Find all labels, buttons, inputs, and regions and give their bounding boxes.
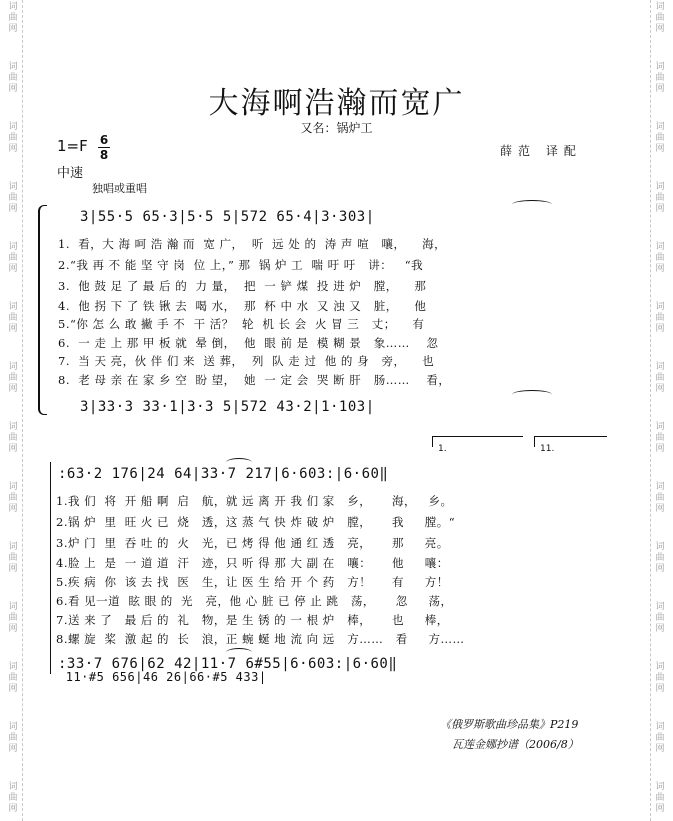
- lyric-line: 4.脸 上 是 一 道 道 汗 迹，只 听 得 那 大 副 在 嚷： 他 嚷：: [56, 556, 449, 570]
- transcriber-credit: 瓦莲金娜抄谱（2006/8）: [452, 738, 579, 751]
- lyric-line: 3. 他 鼓 足 了 最 后 的 力 量， 把 一 铲 煤 投 进 炉 膛， 那: [58, 279, 427, 293]
- watermark-text: 词 曲 网: [8, 302, 18, 334]
- lyric-line: 6.看 见一道 眩 眼 的 光 亮，他 心 脏 已 停 止 跳 荡， 忽 荡，: [56, 594, 453, 608]
- watermark-text: 词 曲 网: [655, 362, 665, 394]
- watermark-text: 词 曲 网: [655, 602, 665, 634]
- watermark-text: 词 曲 网: [8, 2, 18, 34]
- watermark-text: 词 曲 网: [655, 782, 665, 814]
- volta-first-number: 1.: [438, 444, 447, 454]
- key-signature: 1=F: [57, 137, 88, 155]
- tie-mark: [512, 390, 552, 399]
- lyric-line: 8. 老 母 亲 在 家 乡 空 盼 望， 她 一 定 会 哭 断 肝 肠…… 看，: [58, 373, 451, 387]
- melody-line: :63·2 176|24 64|33·7 217|6·603:|6·60‖: [58, 466, 389, 482]
- watermark-text: 词 曲 网: [655, 62, 665, 94]
- watermark-text: 词 曲 网: [655, 2, 665, 34]
- watermark-text: 词 曲 网: [8, 122, 18, 154]
- time-signature: [98, 134, 110, 161]
- tie-mark: [226, 648, 252, 657]
- system-bracket: [50, 462, 55, 674]
- watermark-text: 词 曲 网: [8, 482, 18, 514]
- lyric-line: 3.炉 门 里 吞 吐 的 火 光，已 烤 得 他 通 红 透 亮， 那 亮。: [56, 536, 449, 550]
- performance-note: 独唱或重唱: [92, 182, 147, 195]
- watermark-text: 词 曲 网: [655, 482, 665, 514]
- meter-top: 6: [99, 133, 109, 147]
- watermark-text: 词 曲 网: [655, 662, 665, 694]
- lyric-line: 4. 他 拐 下 了 铁 锹 去 喝 水， 那 杯 中 水 又 浊 又 脏， 他: [58, 299, 427, 313]
- lyric-line: 7.送 来 了 最 后 的 礼 物，是 生 锈 的 一 根 炉 棒， 也 棒，: [56, 613, 449, 627]
- watermark-text: 词 曲 网: [655, 302, 665, 334]
- lyric-line: 1.我 们 将 开 船 啊 启 航，就 远 离 开 我 们 家 乡， 海， 乡。: [56, 494, 453, 508]
- song-alias: 又名：锅炉工: [300, 121, 373, 135]
- watermark-text: 词 曲 网: [8, 602, 18, 634]
- watermark-text: 词 曲 网: [655, 182, 665, 214]
- meter-bottom: 8: [99, 148, 109, 162]
- watermark-text: 词 曲 网: [8, 242, 18, 274]
- watermark-text: 词 曲 网: [655, 722, 665, 754]
- system-brace: [38, 205, 47, 415]
- lyric-line: 7. 当 天 亮，伙 伴 们 来 送 葬， 列 队 走 过 他 的 身 旁， 也: [58, 354, 435, 368]
- lyric-line: 2.锅 炉 里 旺 火 已 烧 透，这 蒸 气 快 炸 破 炉 膛， 我 膛。“: [56, 515, 456, 529]
- tempo-marking: 中速: [57, 166, 84, 181]
- lyric-line: 5.“你 怎 么 敢 撇 手 不 干 活？ 轮 机 长 会 火 冒 三 丈； 有: [58, 317, 425, 331]
- song-title: 大海啊浩瀚而宽广: [208, 86, 465, 121]
- watermark-text: 词 曲 网: [8, 542, 18, 574]
- tie-mark: [512, 200, 552, 209]
- lyric-line: 1. 看，大 海 呵 浩 瀚 而 宽 广， 听 远 处 的 涛 声 喧 嚷， 海，: [58, 237, 447, 251]
- harmony-line: :33·7 676|62 42|11·7 6#55|6·603:|6·60‖: [58, 656, 398, 672]
- watermark-text: 词 曲 网: [8, 62, 18, 94]
- source-reference: 《俄罗斯歌曲珍品集》P219: [440, 718, 579, 731]
- watermark-text: 词 曲 网: [8, 182, 18, 214]
- bass-line: 11·#5 656|46 26|66·#5 433|: [58, 670, 267, 684]
- watermark-text: 词 曲 网: [8, 662, 18, 694]
- harmony-line: 3|33·3 33·1|3·3 5|572 43·2|1·103|: [80, 399, 375, 415]
- lyric-line: 5.疾 病 你 该 去 找 医 生，让 医 生 给 开 个 药 方！ 有 方！: [56, 575, 449, 589]
- watermark-text: 词 曲 网: [655, 542, 665, 574]
- watermark-text: 词 曲 网: [655, 122, 665, 154]
- lyric-line: 2.“我 再 不 能 坚 守 岗 位 上，” 那 锅 炉 工 喘 吁 吁 讲： “我: [58, 258, 424, 272]
- watermark-text: 词 曲 网: [655, 422, 665, 454]
- arranger-credit: 薛范 译配: [500, 144, 582, 158]
- watermark-text: 词 曲 网: [655, 242, 665, 274]
- melody-line: 3|55·5 65·3|5·5 5|572 65·4|3·303|: [80, 209, 375, 225]
- volta-second-number: 11.: [540, 444, 555, 454]
- lyric-line: 8.螺 旋 桨 激 起 的 长 浪，正 蜿 蜒 地 流 向 远 方…… 看 方……: [56, 632, 465, 646]
- watermark-text: 词 曲 网: [8, 362, 18, 394]
- watermark-text: 词 曲 网: [8, 722, 18, 754]
- lyric-line: 6. 一 走 上 那 甲 板 就 晕 倒， 他 眼 前 是 模 糊 景 象…… 忽: [58, 336, 439, 350]
- watermark-text: 词 曲 网: [8, 422, 18, 454]
- tie-mark: [226, 458, 252, 467]
- watermark-text: 词 曲 网: [8, 782, 18, 814]
